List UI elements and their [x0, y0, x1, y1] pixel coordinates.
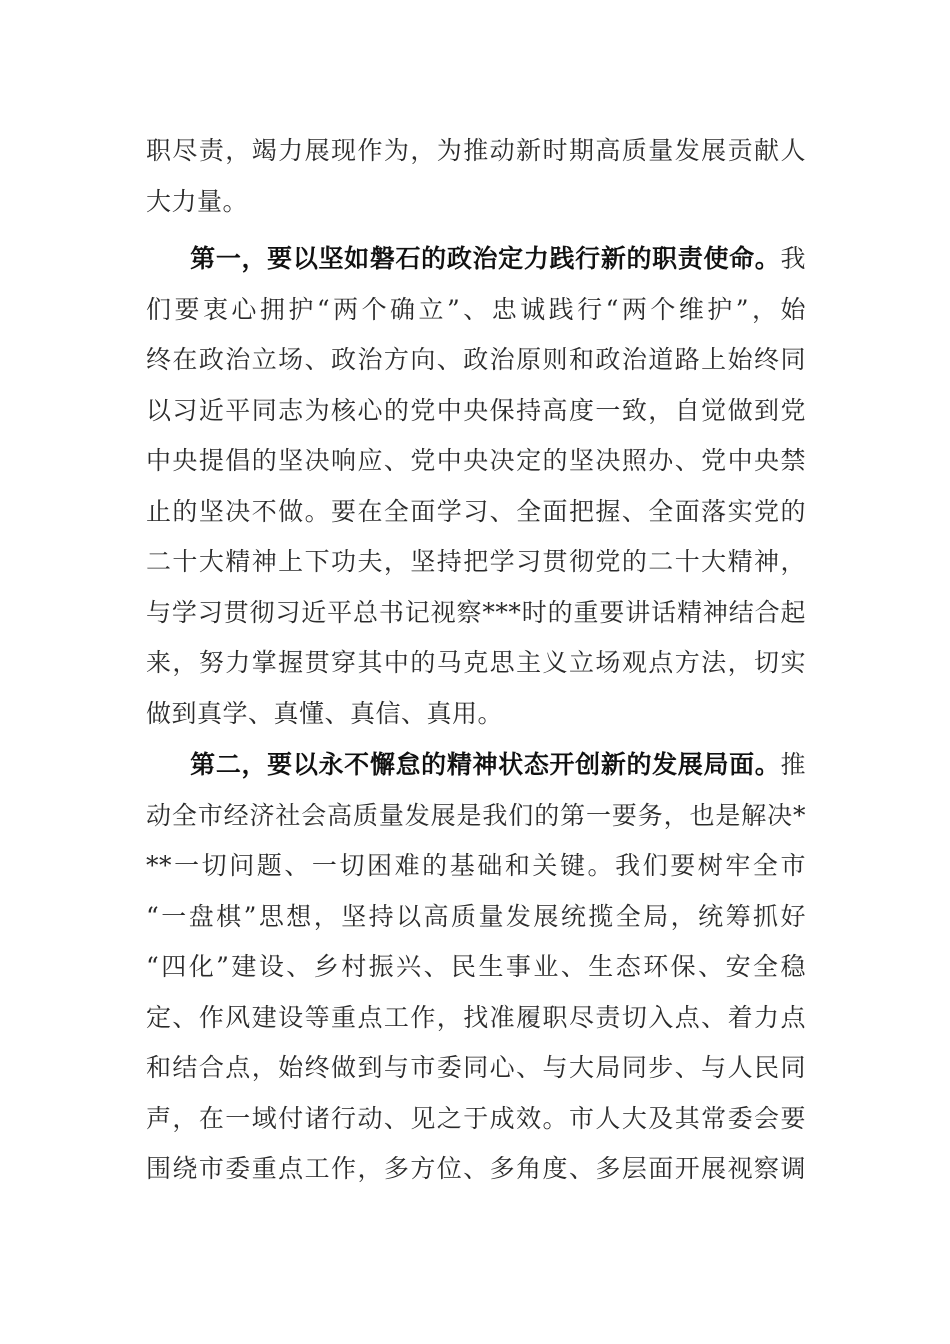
text-line: 以习近平同志为核心的党中央保持高度一致，自觉做到党	[146, 395, 806, 425]
text-line: 们要衷心拥护“两个确立”、忠诚践行“两个维护”，始	[146, 294, 806, 324]
text-line: “一盘棋”思想，坚持以高质量发展统揽全局，统筹抓好	[146, 901, 806, 931]
text-line: 大力量。	[146, 186, 249, 216]
paragraph-first-point	[146, 234, 806, 739]
text-fragment: 推	[780, 750, 806, 779]
text-line: 做到真学、真懂、真信、真用。	[146, 698, 504, 728]
text-line: 定、作风建设等重点工作，找准履职尽责切入点、着力点	[146, 1002, 806, 1032]
text-line: 职尽责，竭力展现作为，为推动新时期高质量发展贡献人	[146, 136, 806, 165]
text-line: 围绕市委重点工作，多方位、多角度、多层面开展视察调	[146, 1154, 806, 1183]
text-line: 声，在一域付诸行动、见之于成效。市人大及其常委会要	[146, 1103, 806, 1133]
text-line: **一切问题、一切困难的基础和关键。我们要树牢全市	[146, 851, 806, 880]
text-line: “四化”建设、乡村振兴、民生事业、生态环保、安全稳	[146, 952, 806, 981]
text-line: 和结合点，始终做到与市委同心、与大局同步、与人民同	[146, 1053, 806, 1082]
text-line-first	[146, 740, 806, 791]
text-line: 与学习贯彻习近平总书记视察***时的重要讲话精神结合起	[146, 597, 806, 627]
text-fragment: 我	[780, 244, 806, 273]
text-line: 止的坚决不做。要在全面学习、全面把握、全面落实党的	[146, 496, 806, 526]
paragraph-lead-heading: 第一，要以坚如磐石的政治定力践行新的职责使命。	[190, 244, 781, 273]
paragraph-lead-heading: 第二，要以永不懈怠的精神状态开创新的发展局面。	[190, 750, 781, 779]
text-line: 终在政治立场、政治方向、政治原则和政治道路上始终同	[146, 345, 806, 374]
text-line: 动全市经济社会高质量发展是我们的第一要务，也是解决*	[146, 800, 806, 830]
text-line: 中央提倡的坚决响应、党中央决定的坚决照办、党中央禁	[146, 446, 806, 475]
text-line: 二十大精神上下功夫，坚持把学习贯彻党的二十大精神，	[146, 547, 806, 576]
text-line: 来，努力掌握贯穿其中的马克思主义立场观点方法，切实	[146, 648, 806, 677]
text-line-first	[146, 234, 806, 285]
paragraph-continuation	[146, 126, 806, 227]
paragraph-second-point	[146, 740, 806, 1195]
